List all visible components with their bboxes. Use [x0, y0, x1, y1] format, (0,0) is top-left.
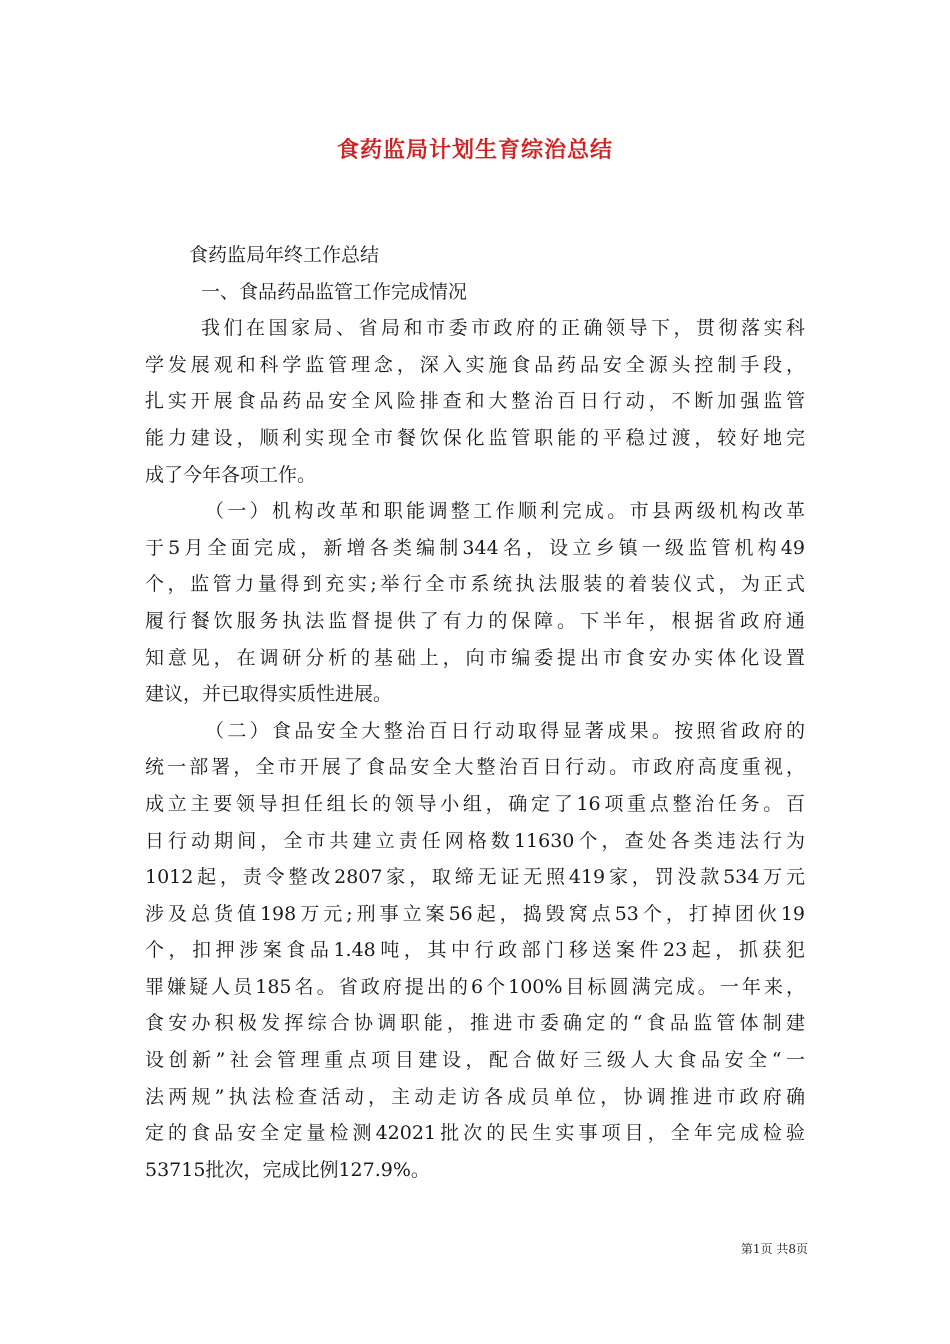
body-line: 于5月全面完成，新增各类编制344名，设立乡镇一级监管机构49	[145, 536, 805, 559]
body-line: （二）食品安全大整治百日行动取得显著成果。按照省政府的	[205, 719, 805, 742]
body-line: 食安办积极发挥综合协调职能，推进市委确定的“食品监管体制建	[145, 1012, 805, 1035]
body-line: 食药监局年终工作总结	[189, 244, 380, 266]
body-line: 1012起，责令整改2807家，取缔无证无照419家，罚没款534万元	[145, 866, 805, 889]
body-line: 建议，并已取得实质性进展。	[145, 683, 393, 706]
body-line: 成了今年各项工作。	[145, 463, 317, 486]
body-line: 我们在国家局、省局和市委市政府的正确领导下，贯彻落实科	[201, 317, 805, 340]
body-line: 日行动期间，全市共建立责任网格数11630个，查处各类违法行为	[145, 829, 805, 852]
body-line: 统一部署，全市开展了食品安全大整治百日行动。市政府高度重视，	[145, 756, 805, 779]
body-line: 知意见，在调研分析的基础上，向市编委提出市食安办实体化设置	[145, 646, 805, 669]
body-line: 53715批次，完成比例127.9%。	[145, 1158, 430, 1181]
body-line: 法两规”执法检查活动，主动走访各成员单位，协调推进市政府确	[145, 1085, 805, 1108]
body-line: 履行餐饮服务执法监督提供了有力的保障。下半年，根据省政府通	[145, 609, 805, 632]
page-footer: 第1页 共8页	[740, 1242, 808, 1256]
body-line: 罪嫌疑人员185名。省政府提出的6个100%目标圆满完成。一年来，	[145, 975, 805, 998]
body-line: 能力建设，顺利实现全市餐饮保化监管职能的平稳过渡，较好地完	[145, 426, 805, 449]
body-line: 学发展观和科学监管理念，深入实施食品药品安全源头控制手段，	[145, 353, 805, 376]
body-line: 成立主要领导担任组长的领导小组，确定了16项重点整治任务。百	[145, 792, 805, 815]
body-line: 定的食品安全定量检测42021批次的民生实事项目，全年完成检验	[145, 1122, 805, 1145]
body-line: （一）机构改革和职能调整工作顺利完成。市县两级机构改革	[205, 500, 805, 523]
body-line: 涉及总货值198万元;刑事立案56起，捣毁窝点53个，打掉团伙19	[145, 902, 805, 925]
body-line: 设创新”社会管理重点项目建设，配合做好三级人大食品安全“一	[145, 1049, 805, 1072]
document-body	[145, 237, 805, 1188]
body-line: 个，扣押涉案食品1.48吨，其中行政部门移送案件23起，抓获犯	[145, 939, 805, 962]
body-line: 扎实开展食品药品安全风险排查和大整治百日行动，不断加强监管	[145, 390, 805, 413]
body-line: 一、食品药品监管工作完成情况	[201, 280, 468, 303]
page-title: 食药监局计划生育综治总结	[336, 137, 613, 163]
body-line: 个，监管力量得到充实;举行全市系统执法服装的着装仪式，为正式	[145, 573, 805, 596]
